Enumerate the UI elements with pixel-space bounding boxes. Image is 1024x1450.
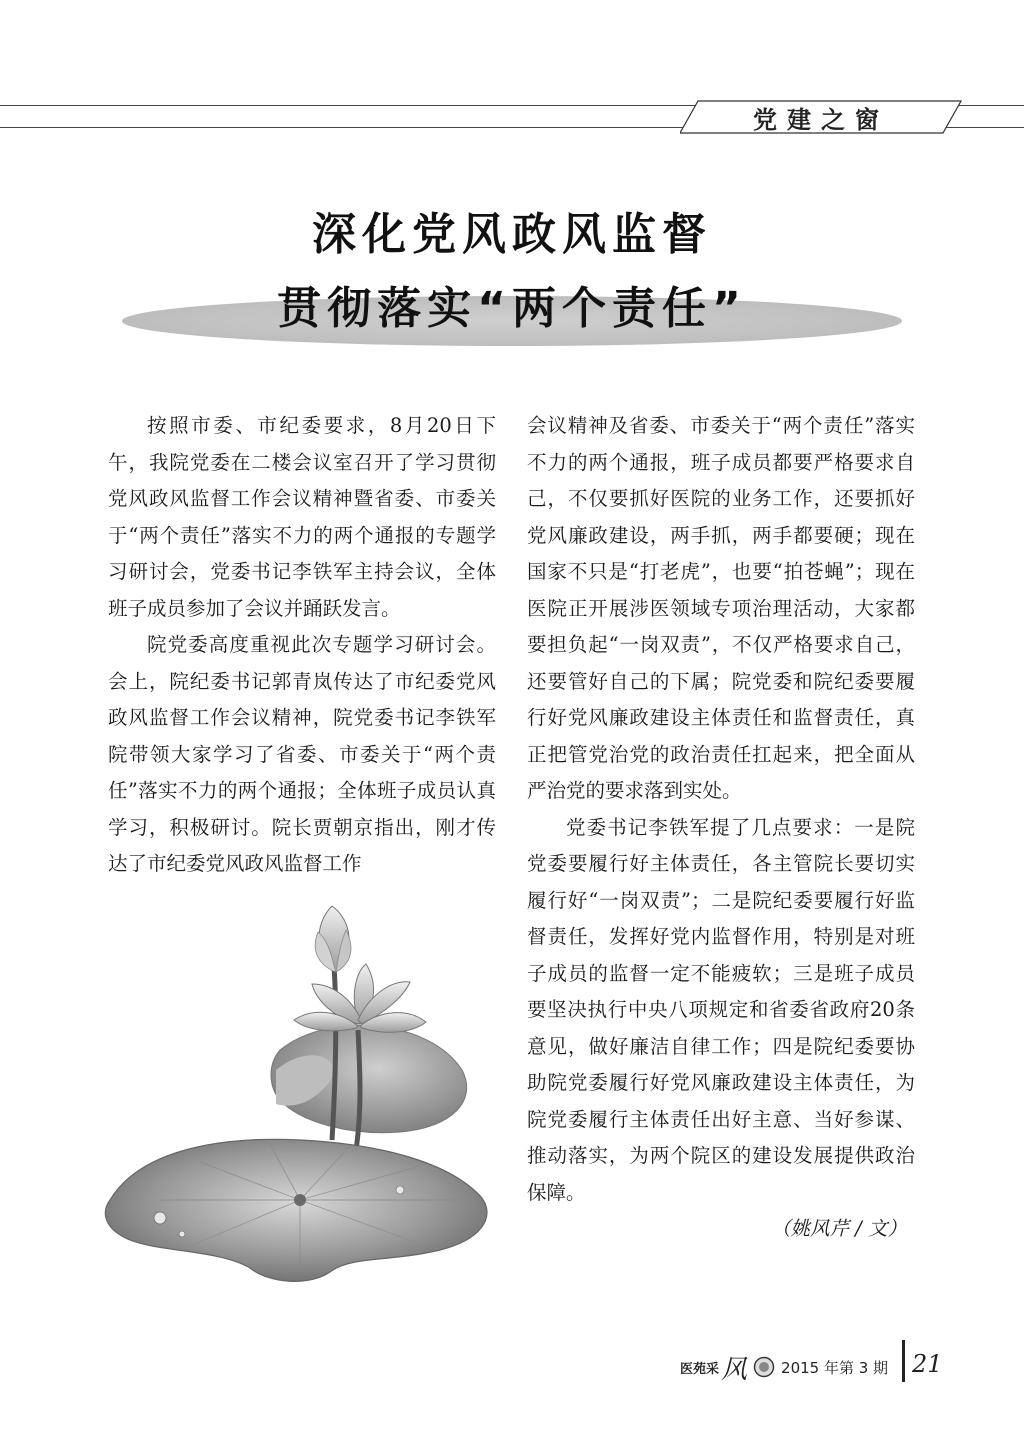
- byline: （姚风芹 / 文）: [771, 1217, 907, 1240]
- left-paragraph-1: 按照市委、市纪委要求，8月20日下午，我院党委在二楼会议室召开了学习贯彻党风政风监督工作会议精神暨省委、市委关于“两个责任”落实不力的两个通报的专题学习研讨会，党委书记李铁军主持会议，全体班子成员参加了会议并踊跃发言。: [108, 414, 496, 620]
- title-line-2: 贯彻落实“两个责任”: [277, 283, 747, 334]
- right-paragraph: 党委书记李铁军提了几点要求：一是院党委要履行好主体责任，各主管院长要切实履行好“一岗双责”；二是院纪委要履行好监督责任，发挥好党内监督作用，特别是对班子成员的监督一定不能疲软；三是班子成员要坚决执行中央八项规定和省委省政府20条意见，做好廉洁自律工作；四是院纪委要协助院党委履行好党风廉政建设主体责任，为院党委履行主体责任出好主意、当好参谋、推动落实，为两个院区的建设发展提供政治保障。: [527, 815, 915, 1204]
- right-column: [527, 408, 915, 1248]
- journal-emblem-icon: [753, 1356, 775, 1378]
- right-continuation: 会议精神及省委、市委关于“两个责任”落实不力的两个通报，班子成员都要严格要求自己，不仅要抓好医院的业务工作，还要抓好党风廉政建设，两手抓，两手都要硬；现在国家不只是“打老虎”，也要“拍苍蝇”；现在医院正开展涉医领域专项治理活动，大家都要担负起“一岗双责”，不仅严格要求自己，还要管好自己的下属；院党委和院纪委要履行好党风廉政建设主体责任和监督责任，真正把管党治党的政治责任扛起来，把全面从严治党的要求落到实处。: [527, 414, 915, 802]
- left-column: [108, 408, 496, 883]
- title-line-1: 深化党风政风监督: [312, 209, 712, 260]
- section-label: 党建之窗: [753, 105, 889, 134]
- page-number: 21: [912, 1350, 943, 1378]
- lotus-flower-icon: [100, 900, 500, 1290]
- issue-label: 2015 年第 3 期: [781, 1358, 889, 1377]
- footer: [680, 1352, 889, 1385]
- left-paragraph-2: 院党委高度重视此次专题学习研讨会。会上，院纪委书记郭青岚传达了市纪委党风政风监督工作会议精神，院党委书记李铁军院带领大家学习了省委、市委关于“两个责任”落实不力的两个通报；全体班子成员认真学习，积极研讨。院长贾朝京指出，刚才传达了市纪委党风政风监督工作: [108, 633, 496, 875]
- page-number-rule: [902, 1340, 905, 1382]
- journal-name-mark: 风: [721, 1354, 748, 1385]
- section-tab: [680, 100, 962, 134]
- journal-name: 医苑采: [680, 1361, 720, 1377]
